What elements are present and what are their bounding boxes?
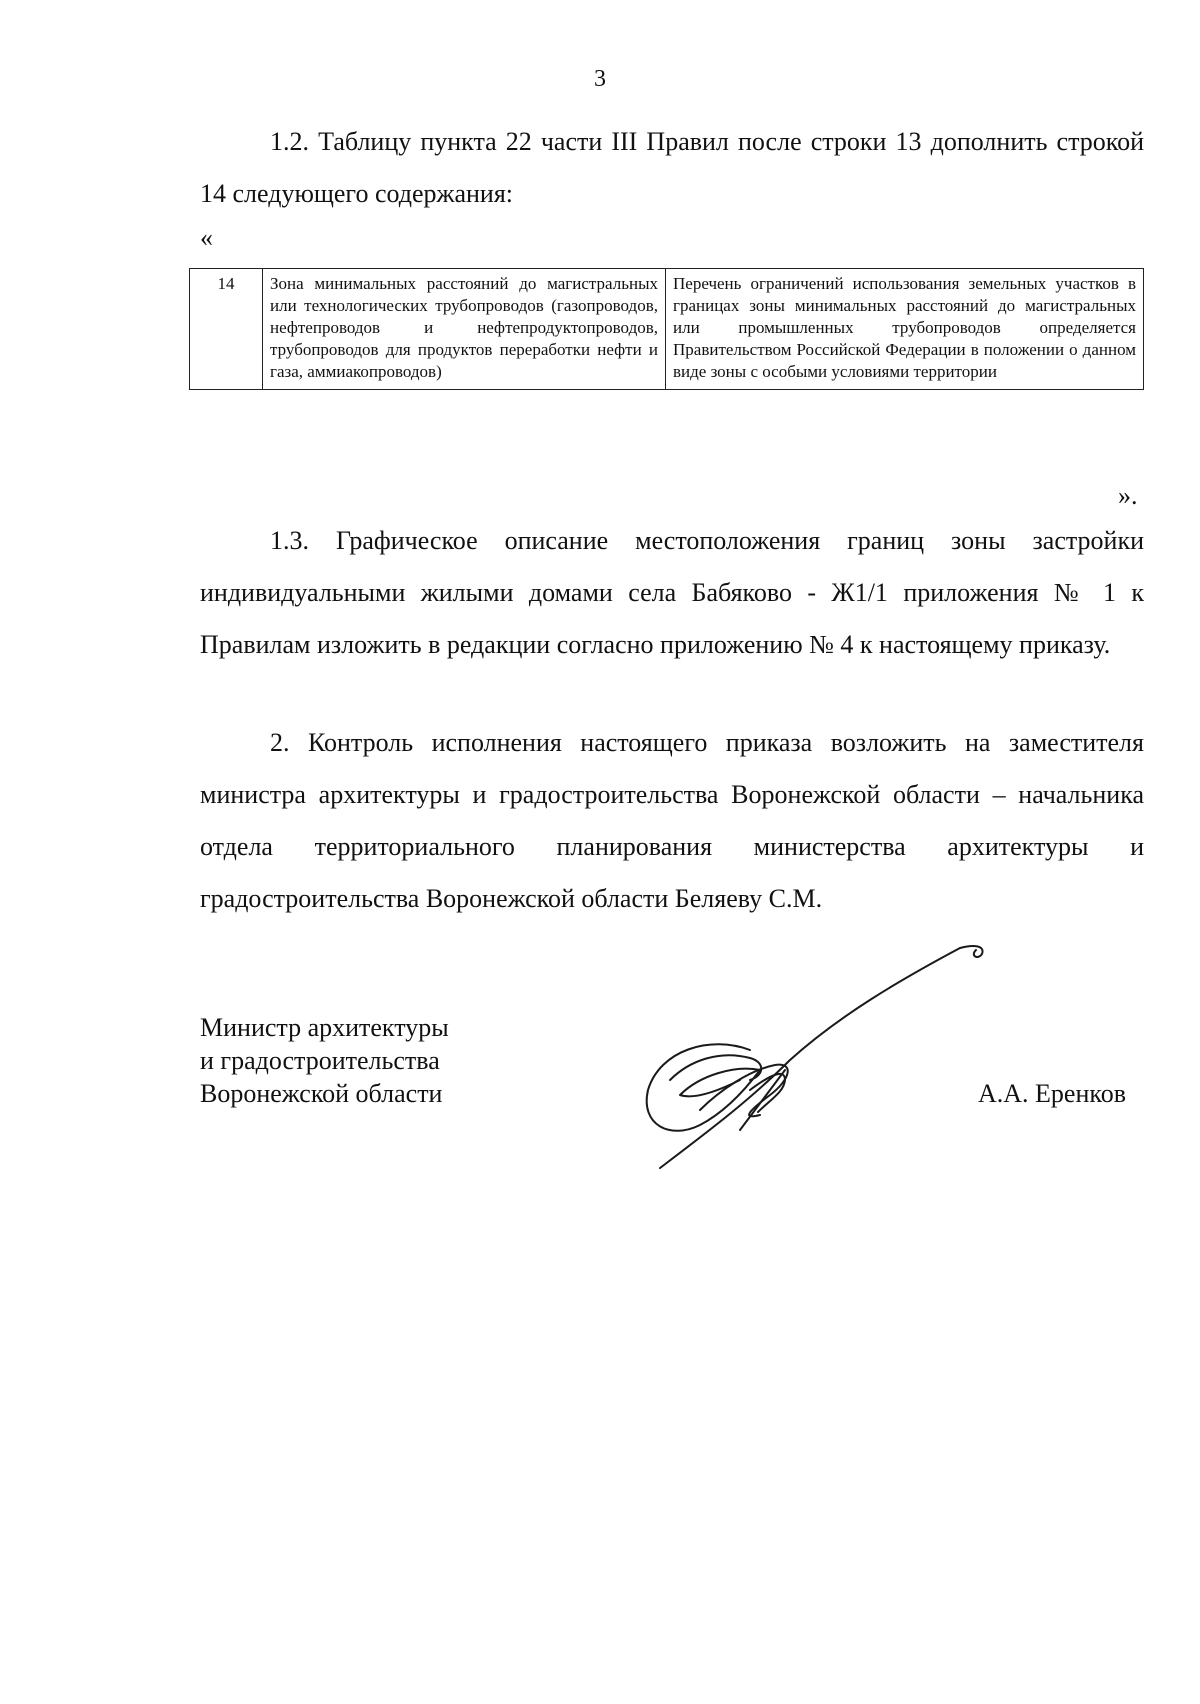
row-number-cell: 14 [190, 269, 263, 390]
paragraph-2: 2. Контроль исполнения настоящего приказа возложить на заместителя министра архитектуры и градостроительства Воронежской области – начальника отдела территориального планирования министерства архитектуры и градостроительства Воронежской области Беляеву С.М. [200, 728, 1144, 913]
page-number: 3 [594, 66, 606, 92]
signatory-title-line: и градостроительства [200, 1046, 440, 1075]
signatory-title-line: Воронежской области [200, 1079, 443, 1108]
signatory-name: А.А. Еренков [978, 1079, 1126, 1108]
opening-quote: « [200, 223, 213, 252]
zone-name-cell: Зона минимальных расстояний до магистральных или технологических трубопроводов (газопроводов, нефтепроводов и нефтепродуктопроводов, трубопроводов для продуктов переработки нефти и газа, аммиакопроводов) [263, 269, 666, 390]
handwritten-signature [640, 940, 1040, 1180]
signatory-title-line: Министр архитектуры [200, 1013, 449, 1042]
signatory-title [200, 1011, 449, 1110]
paragraph-1-2: 1.2. Таблицу пункта 22 части III Правил после строки 13 дополнить строкой 14 следующего содержания: [200, 127, 1144, 208]
paragraph-1-3: 1.3. Графическое описание местоположения границ зоны застройки индивидуальными жилыми домами села Бабяково - Ж1/1 приложения № 1 к Правилам изложить в редакции согласно приложению № 4 к настоящему приказу. [200, 526, 1144, 659]
restrictions-cell: Перечень ограничений использования земельных участков в границах зоны минимальных расстояний до магистральных или промышленных трубопроводов определяется Правительством Российской Федерации в положении о данном виде зоны с особыми условиями территории [666, 269, 1144, 390]
amendment-table [189, 268, 1144, 390]
closing-quote: ». [1118, 481, 1138, 510]
table-row [190, 269, 1144, 390]
